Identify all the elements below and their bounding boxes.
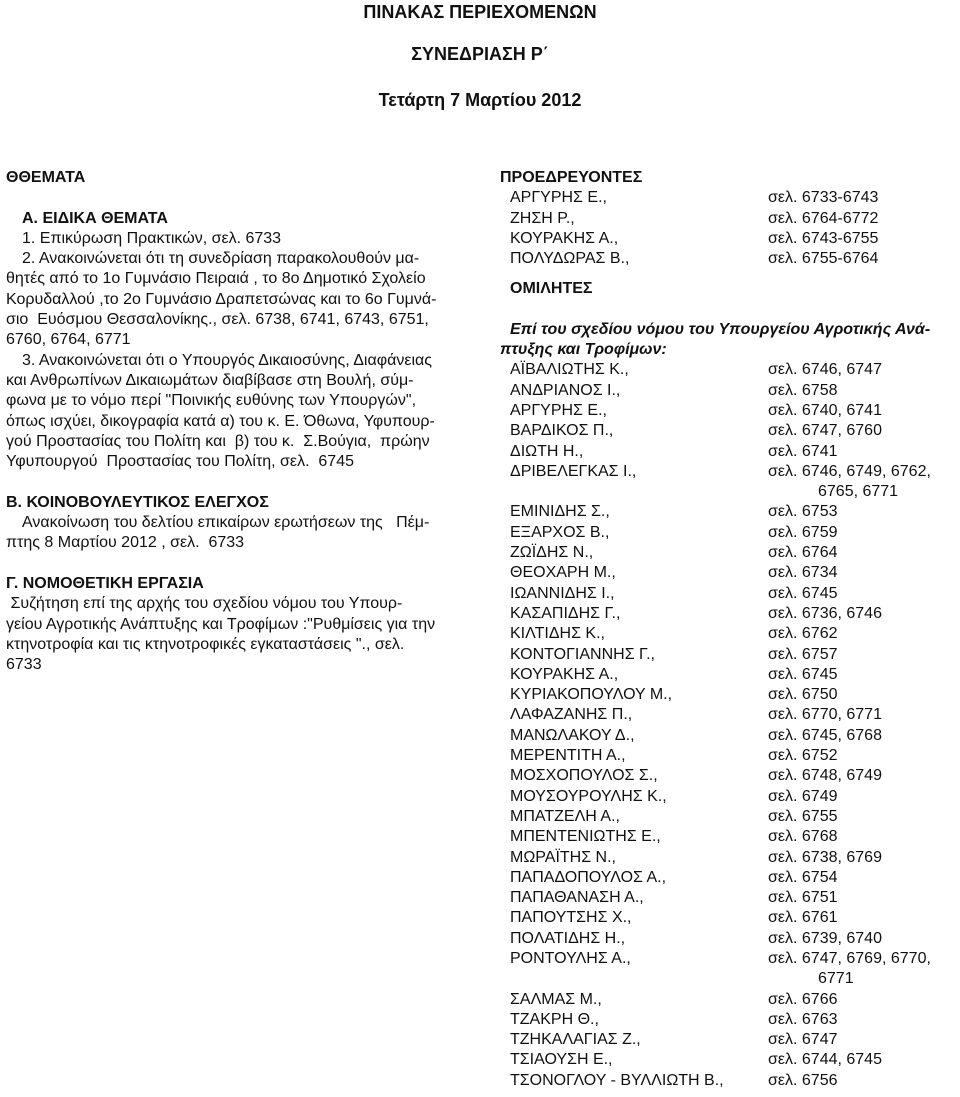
speaker-name: ΒΑΡΔΙΚΟΣ Π., [510,422,614,440]
speaker-name: ΜΑΝΩΛΑΚΟΥ Δ., [510,726,635,744]
speaker-name: ΑΝΔΡΙΑΝΟΣ Ι., [510,381,621,399]
speaker-name: ΤΣΟΝΟΓΛΟΥ - ΒΥΛΛΙΩΤΗ Β., [510,1071,724,1089]
list-item [500,766,960,786]
text-line: όπως ισχύει, δικογραφία κατά α) του κ. Ε. Όθωνα, Υφυπουρ- [6,412,435,430]
speaker-name: ΜΠΑΤΖΕΛΗ Α., [510,807,620,825]
speaker-name: ΛΑΦΑΖΑΝΗΣ Π., [510,706,633,724]
section-b-text [6,513,476,554]
list-item [500,188,960,208]
list-item [500,827,960,847]
page-ref: σελ. 6751 [768,889,838,907]
speaker-name: ΜΠΕΝΤΕΝΙΩΤΗΣ Ε., [510,828,661,846]
speaker-name: ΤΖΑΚΡΗ Θ., [510,1010,599,1028]
section-c-text [6,594,476,675]
section-b-title: Β. ΚΟΙΝΟΒΟΥΛΕΥΤΙΚΟΣ ΕΛΕΓΧΟΣ [6,493,269,511]
page-ref: σελ. 6768 [768,828,838,846]
list-item [500,442,960,462]
section-a-title: Α. ΕΙΔΙΚΑ ΘΕΜΑΤΑ [22,209,168,227]
speaker-name: ΙΩΑΝΝΙΔΗΣ Ι., [510,584,615,602]
page-ref: σελ. 6770, 6771 [768,706,882,724]
page-ref: σελ. 6766 [768,990,838,1008]
text-line: πτης 8 Μαρτίου 2012 , σελ. 6733 [6,534,245,552]
page-ref: σελ. 6747, 6769, 6770, [768,949,931,967]
speaker-name: ΚΟΥΡΑΚΗΣ Α., [510,229,619,247]
list-item [500,807,960,827]
list-item [500,360,960,380]
list-item [500,523,960,543]
page-ref: σελ. 6758 [768,381,838,399]
text-line: 2. Ανακοινώνεται ότι τη συνεδρίαση παρακολουθούν μα- [22,250,420,268]
bill-title [500,320,960,361]
speaker-name: ΕΜΙΝΙΔΗΣ Σ., [510,503,610,521]
list-item [500,563,960,583]
text-line: κτηνοτροφία και τις κτηνοτροφικές εγκαταστάσεις "., σελ. [6,635,405,653]
right-column [500,168,960,1091]
page-ref: σελ. 6750 [768,686,838,704]
list-item [500,421,960,441]
speaker-name: ΠΟΛΑΤΙΔΗΣ Η., [510,929,626,947]
page-ref: σελ. 6736, 6746 [768,604,882,622]
page-ref: σελ. 6763 [768,1010,838,1028]
presiding-list [500,188,960,269]
list-item [500,1030,960,1050]
list-item [500,929,960,949]
text-line: Υφυπουργού Προστασίας του Πολίτη, σελ. 6745 [6,453,354,471]
speaker-name: ΑΡΓΥΡΗΣ Ε., [510,401,607,419]
page-ref: σελ. 6745, 6768 [768,726,882,744]
page-ref: σελ. 6759 [768,523,838,541]
session-date: Τετάρτη 7 Μαρτίου 2012 [378,90,582,110]
list-item [500,908,960,928]
section-a-item-3 [6,351,476,473]
page-ref: σελ. 6752 [768,747,838,765]
list-item [500,209,960,229]
text-line: γού Προστασίας του Πολίτη και β) του κ. Σ.Βούγια, πρώην [6,432,430,450]
speaker-name: ΡΟΝΤΟΥΛΗΣ Α., [510,949,631,967]
page-title: ΠΙΝΑΚΑΣ ΠΕΡΙΕΧΟΜΕΝΩΝ [363,2,597,22]
list-item [500,462,960,503]
page-ref: σελ. 6756 [768,1071,838,1089]
speaker-name: ΑΡΓΥΡΗΣ Ε., [510,189,607,207]
speaker-name: ΠΟΛΥΔΩΡΑΣ Β., [510,250,630,268]
page-ref: σελ. 6762 [768,625,838,643]
speaker-name: ΠΑΠΑΘΑΝΑΣΗ Α., [510,889,644,907]
page-ref: σελ. 6761 [768,909,838,927]
topics-heading: ΘΘΕΜΑΤΑ [6,169,86,186]
page-ref: σελ. 6744, 6745 [768,1051,882,1069]
text-line: γείου Αγροτικής Ανάπτυξης και Τροφίμων :"Ρυθμίσεις για την [6,615,436,633]
list-item [500,502,960,522]
page-ref: σελ. 6738, 6769 [768,848,882,866]
speaker-name: ΚΙΛΤΙΔΗΣ Κ., [510,625,605,643]
left-column [6,168,476,675]
speaker-name: ΜΩΡΑΪΤΗΣ Ν., [510,848,616,866]
speaker-name: ΣΑΛΜΑΣ Μ., [510,990,602,1008]
text-line: Ανακοίνωση του δελτίου επικαίρων ερωτήσεων της Πέμ- [22,514,430,532]
page-ref-continued: 6765, 6771 [818,483,899,501]
list-item [500,604,960,624]
page-ref: σελ. 6755-6764 [768,250,879,268]
page-ref: σελ. 6747 [768,1031,838,1049]
text-line: 6760, 6764, 6771 [6,331,131,349]
speaker-name: ΤΣΙΑΟΥΣΗ Ε., [510,1051,613,1069]
list-item [500,665,960,685]
speakers-heading: ΟΜΙΛΗΤΕΣ [510,280,593,298]
speaker-name: ΔΙΩΤΗ Η., [510,442,584,460]
list-item [500,787,960,807]
speaker-name: ΖΩΪΔΗΣ Ν., [510,544,594,562]
page-ref: σελ. 6748, 6749 [768,767,882,785]
list-item [500,746,960,766]
list-item [500,726,960,746]
list-item [500,949,960,990]
bill-title-line: Επί του σχεδίου νόμου του Υπουργείου Αγροτικής Ανά- [510,320,931,338]
section-c-title: Γ. ΝΟΜΟΘΕΤΙΚΗ ΕΡΓΑΣΙΑ [6,574,204,592]
speaker-name: ΜΕΡΕΝΤΙΤΗ Α., [510,747,626,765]
page-ref: σελ. 6733-6743 [768,189,879,207]
page-ref: σελ. 6747, 6760 [768,422,882,440]
list-item [500,1010,960,1030]
presiding-heading: ΠΡΟΕΔΡΕΥΟΝΤΕΣ [500,169,643,186]
text-line: Συζήτηση επί της αρχής του σχεδίου νόμου του Υπουρ- [6,595,403,613]
page-ref-continued: 6771 [818,970,854,988]
page-ref: σελ. 6764 [768,544,838,562]
speaker-name: ΠΑΠΑΔΟΠΟΥΛΟΣ Α., [510,868,667,886]
list-item [500,888,960,908]
page-ref: σελ. 6746, 6747 [768,361,882,379]
speaker-name: ΤΖΗΚΑΛΑΓΙΑΣ Ζ., [510,1031,641,1049]
speakers-list [500,360,960,1091]
text-line: φωνα με το νόμο περί "Ποινικής ευθύνης των Υπουργών", [6,392,417,410]
speaker-name: ΖΗΣΗ Ρ., [510,209,575,227]
list-item [500,705,960,725]
list-item [500,1071,960,1091]
page-ref: σελ. 6745 [768,584,838,602]
list-item [500,1050,960,1070]
page-ref: σελ. 6734 [768,564,838,582]
page-ref: σελ. 6740, 6741 [768,401,882,419]
list-item [500,685,960,705]
list-item [500,645,960,665]
speaker-name: ΚΟΥΡΑΚΗΣ Α., [510,665,619,683]
text-line: θητές από το 1ο Γυμνάσιο Πειραιά , το 8ο Δημοτικό Σχολείο [6,270,426,288]
bill-title-line: πτυξης και Τροφίμων: [500,341,667,359]
list-item [500,624,960,644]
speaker-name: ΚΥΡΙΑΚΟΠΟΥΛΟΥ Μ., [510,686,673,704]
page-ref: σελ. 6753 [768,503,838,521]
session-title: ΣΥΝΕΔΡΙΑΣΗ Ρ΄ [411,44,549,64]
list-item [500,229,960,249]
page-ref: σελ. 6764-6772 [768,209,879,227]
list-item [500,990,960,1010]
page-ref: σελ. 6743-6755 [768,229,879,247]
page-ref: σελ. 6741 [768,442,838,460]
list-item [500,249,960,269]
page-ref: σελ. 6746, 6749, 6762, [768,462,931,480]
speaker-name: ΚΑΣΑΠΙΔΗΣ Γ., [510,604,621,622]
speaker-name: ΔΡΙΒΕΛΕΓΚΑΣ Ι., [510,462,637,480]
speaker-name: ΚΟΝΤΟΓΙΑΝΝΗΣ Γ., [510,645,655,663]
text-line: 6733 [6,656,42,674]
list-item [500,401,960,421]
list-item [500,868,960,888]
page-ref: σελ. 6739, 6740 [768,929,882,947]
text-line: 3. Ανακοινώνεται ότι ο Υπουργός Δικαιοσύνης, Διαφάνειας [22,351,432,369]
section-a-item-2 [6,249,476,350]
page-ref: σελ. 6754 [768,868,838,886]
speaker-name: ΑΪΒΑΛΙΩΤΗΣ Κ., [510,361,629,379]
page-ref: σελ. 6745 [768,665,838,683]
speaker-name: ΕΞΑΡΧΟΣ Β., [510,523,610,541]
page-ref: σελ. 6749 [768,787,838,805]
list-item [500,381,960,401]
speaker-name: ΜΟΣΧΟΠΟΥΛΟΣ Σ., [510,767,658,785]
page-ref: σελ. 6757 [768,645,838,663]
text-line: σιο Ευόσμου Θεσσαλονίκης., σελ. 6738, 6741, 6743, 6751, [6,311,429,329]
speaker-name: ΘΕΟΧΑΡΗ Μ., [510,564,616,582]
list-item [500,543,960,563]
text-line: και Ανθρωπίνων Δικαιωμάτων διαβίβασε στη Βουλή, σύμ- [6,371,414,389]
speaker-name: ΜΟΥΣΟΥΡΟΥΛΗΣ Κ., [510,787,667,805]
list-item [500,584,960,604]
text-line: Κορυδαλλού ,το 2ο Γυμνάσιο Δραπετσώνας και το 6ο Γυμνά- [6,290,437,308]
section-a-item-1: 1. Επικύρωση Πρακτικών, σελ. 6733 [22,229,282,247]
list-item [500,848,960,868]
page-ref: σελ. 6755 [768,807,838,825]
speaker-name: ΠΑΠΟΥΤΣΗΣ Χ., [510,909,632,927]
